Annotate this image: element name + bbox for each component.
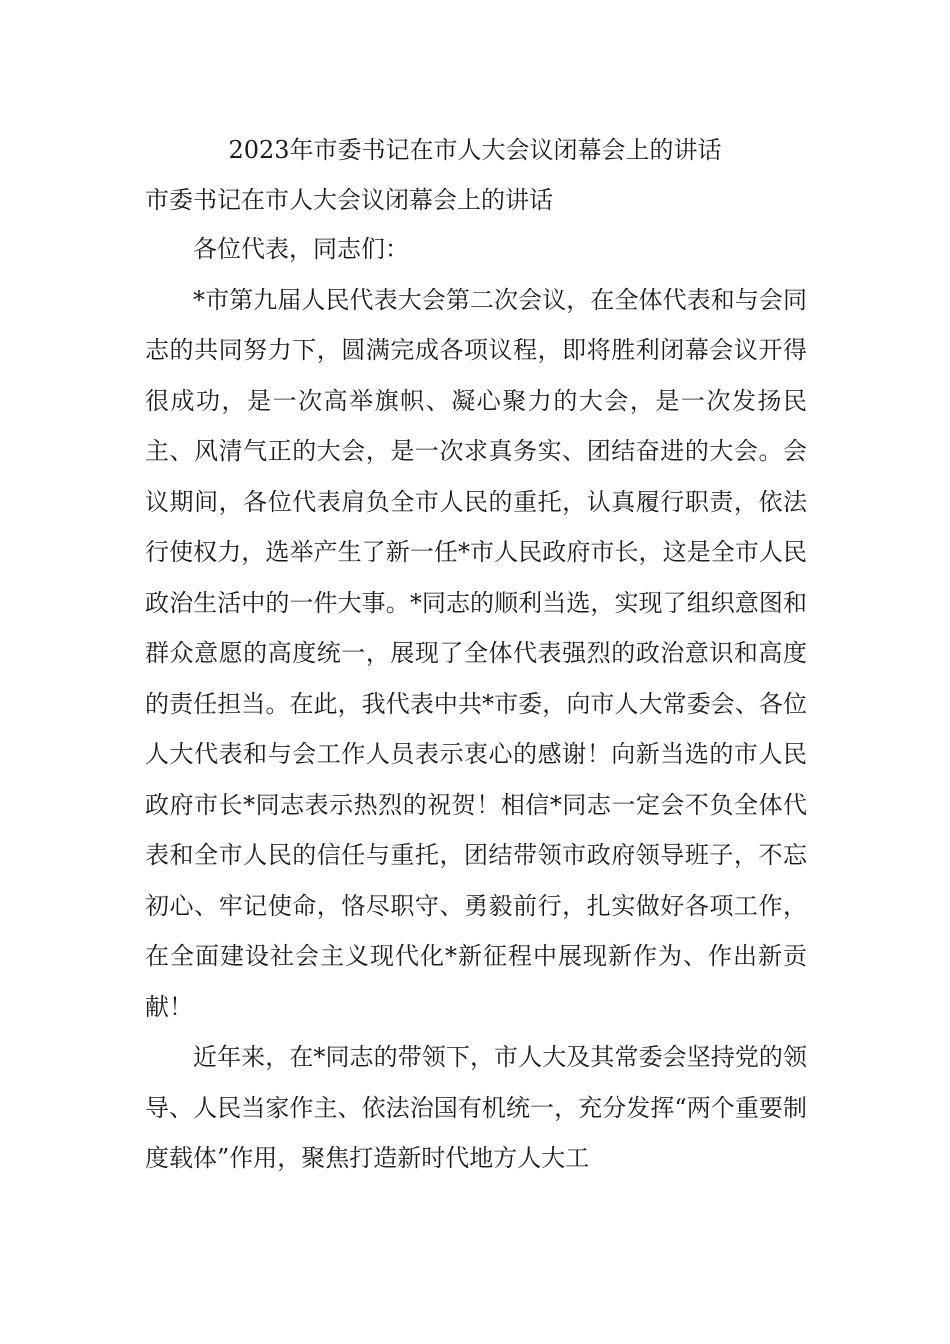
document-title: 2023年市委书记在市人大会议闭幕会上的讲话: [228, 136, 722, 164]
document-body: [145, 224, 807, 1184]
document-subtitle: 市委书记在市人大会议闭幕会上的讲话: [145, 186, 553, 214]
paragraph-2: 近年来，在*同志的带领下，市人大及其常委会坚持党的领导、人民当家作主、依法治国有机统一，充分发挥“两个重要制度载体”作用，聚焦打造新时代地方人大工: [145, 1043, 807, 1172]
greeting: 各位代表，同志们：: [193, 235, 409, 263]
paragraph-1: *市第九届人民代表大会第二次会议，在全体代表和与会同志的共同努力下，圆满完成各项议程，即将胜利闭幕会议开得很成功，是一次高举旗帜、凝心聚力的大会，是一次发扬民主、风清气正的大会，是一次求真务实、团结奋进的大会。会议期间，各位代表肩负全市人民的重托，认真履行职责，依法行使权力，选举产生了新一任*市人民政府市长，这是全市人民政治生活中的一件大事。*同志的顺利当选，实现了组织意图和群众意愿的高度统一，展现了全体代表强烈的政治意识和高度的责任担当。在此，我代表中共*市委，向市人大常委会、各位人大代表和与会工作人员表示衷心的感谢！向新当选的市人民政府市长*同志表示热烈的祝贺！相信*同志一定会不负全体代表和全市人民的信任与重托，团结带领市政府领导班子，不忘初心、牢记使命，恪尽职守、勇毅前行，扎实做好各项工作，在全面建设社会主义现代化*新征程中展现新作为、作出新贡献！: [145, 285, 807, 1021]
